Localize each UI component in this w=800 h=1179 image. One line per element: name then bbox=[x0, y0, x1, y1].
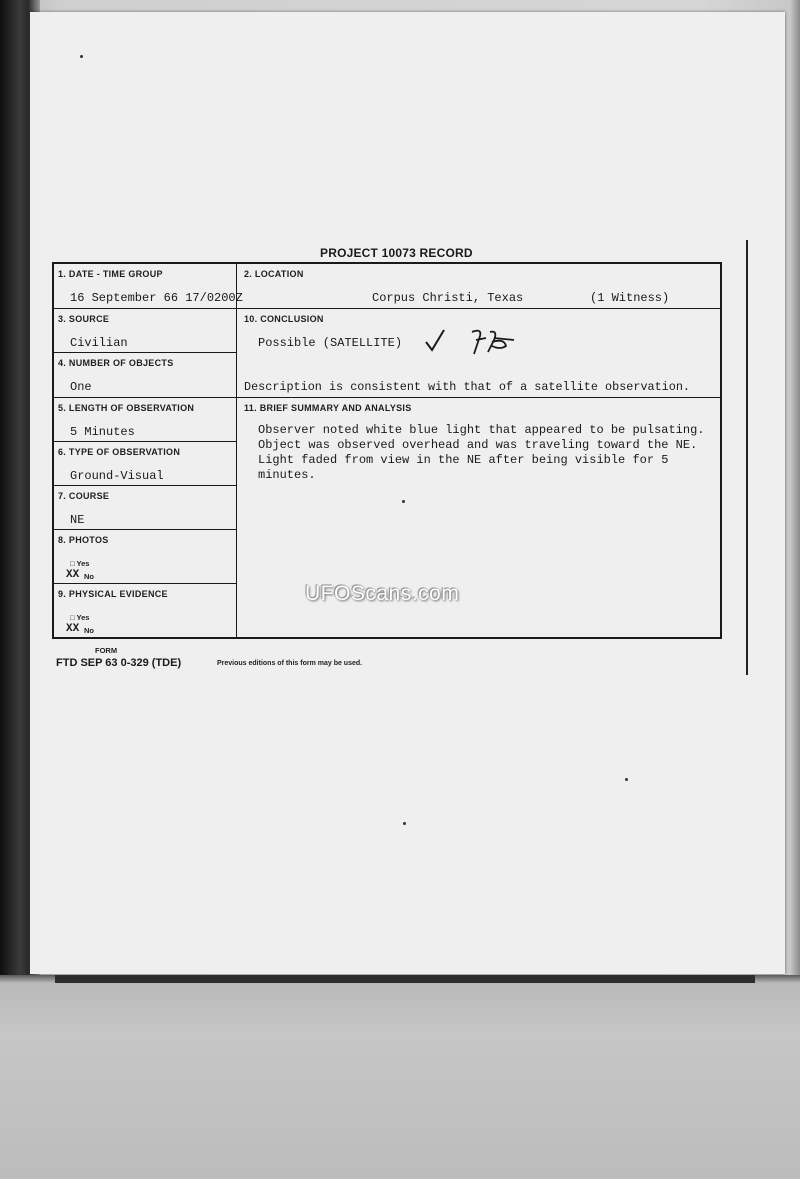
margin-line bbox=[746, 240, 748, 675]
footer-form-id: FTD SEP 63 0-329 (TDE) bbox=[56, 657, 182, 669]
row-divider bbox=[54, 352, 236, 353]
scan-lower-area bbox=[0, 975, 800, 1179]
photos-no-label: No bbox=[84, 572, 94, 581]
summary-line: Object was observed overhead and was traveling toward the NE. bbox=[258, 438, 698, 452]
date-time-label: 1. DATE - TIME GROUP bbox=[58, 269, 163, 279]
witness-count: (1 Witness) bbox=[590, 291, 670, 305]
physical-yes-option: □ Yes bbox=[70, 613, 90, 622]
course-value: NE bbox=[70, 513, 85, 527]
row-divider bbox=[54, 397, 720, 398]
summary-line: minutes. bbox=[258, 468, 316, 482]
handwritten-check-mark bbox=[422, 324, 522, 358]
row-divider bbox=[54, 441, 236, 442]
physical-evidence-label: 9. PHYSICAL EVIDENCE bbox=[58, 589, 168, 599]
summary-line: Light faded from view in the NE after being visible for 5 bbox=[258, 453, 669, 467]
photos-label: 8. PHOTOS bbox=[58, 535, 109, 545]
summary-line: Observer noted white blue light that appeared to be pulsating. bbox=[258, 423, 705, 437]
record-title: PROJECT 10073 RECORD bbox=[320, 246, 473, 260]
date-time-value: 16 September 66 17/0200Z bbox=[70, 291, 243, 305]
length-observation-value: 5 Minutes bbox=[70, 425, 135, 439]
physical-no-check-mark: XX bbox=[66, 623, 80, 635]
row-divider bbox=[54, 529, 236, 530]
course-label: 7. COURSE bbox=[58, 491, 110, 501]
conclusion-value: Possible (SATELLITE) bbox=[258, 336, 403, 350]
summary-text bbox=[258, 423, 720, 483]
column-divider bbox=[236, 264, 237, 637]
row-divider bbox=[54, 308, 720, 309]
type-observation-label: 6. TYPE OF OBSERVATION bbox=[58, 447, 181, 457]
physical-no-label: No bbox=[84, 626, 94, 635]
row-divider bbox=[54, 583, 236, 584]
speck bbox=[403, 822, 406, 825]
sheet-bottom-edge bbox=[55, 975, 755, 983]
type-observation-value: Ground-Visual bbox=[70, 469, 164, 483]
conclusion-description: Description is consistent with that of a satellite observation. bbox=[244, 380, 690, 394]
num-objects-label: 4. NUMBER OF OBJECTS bbox=[58, 358, 174, 368]
watermark-text: UFOScans.com bbox=[305, 582, 460, 605]
num-objects-value: One bbox=[70, 380, 92, 394]
summary-label: 11. BRIEF SUMMARY AND ANALYSIS bbox=[244, 403, 412, 413]
photos-no-check-mark: XX bbox=[66, 569, 80, 581]
location-label: 2. LOCATION bbox=[244, 269, 304, 279]
location-value: Corpus Christi, Texas bbox=[372, 291, 524, 305]
photos-yes-option: □ Yes bbox=[70, 559, 90, 568]
speck bbox=[80, 55, 83, 58]
source-label: 3. SOURCE bbox=[58, 314, 110, 324]
speck bbox=[625, 778, 628, 781]
source-value: Civilian bbox=[70, 336, 128, 350]
conclusion-label: 10. CONCLUSION bbox=[244, 314, 324, 324]
photos-yes-label: Yes bbox=[76, 559, 90, 568]
row-divider bbox=[54, 485, 236, 486]
footer-note: Previous editions of this form may be used. bbox=[217, 660, 363, 667]
length-observation-label: 5. LENGTH OF OBSERVATION bbox=[58, 403, 195, 413]
physical-yes-label: Yes bbox=[76, 613, 90, 622]
footer-form-label: FORM bbox=[95, 646, 118, 655]
